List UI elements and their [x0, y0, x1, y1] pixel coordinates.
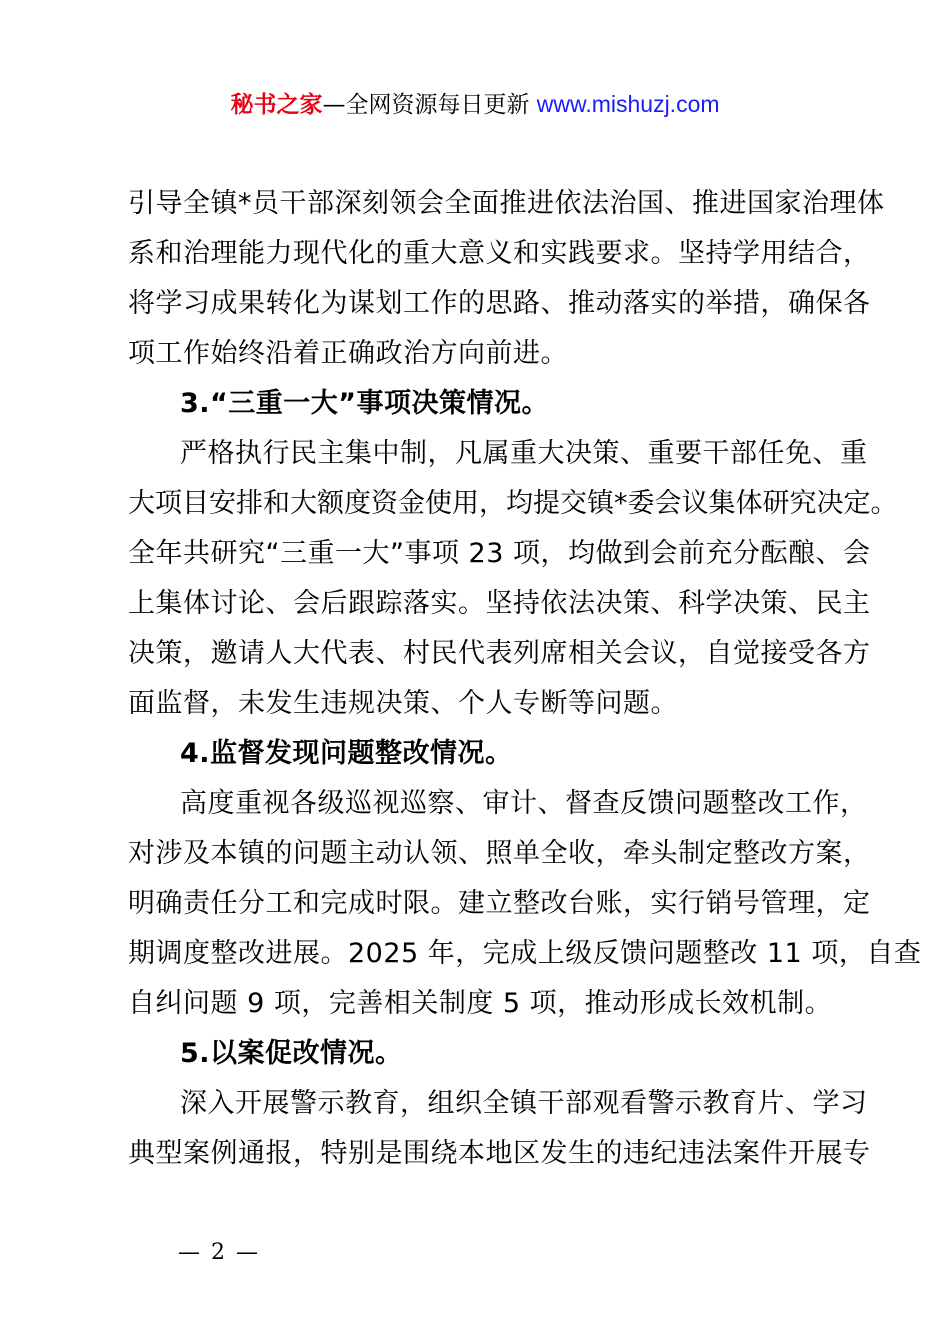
- site-tagline: —全网资源每日更新: [322, 92, 537, 118]
- body-line: 大项目安排和大额度资金使用，均提交镇*委会议集体研究决定。: [128, 488, 898, 519]
- site-url[interactable]: www.mishuzj.com: [536, 91, 720, 117]
- body-line: 自纠问题 9 项，完善相关制度 5 项，推动形成长效机制。: [128, 988, 833, 1019]
- body-line: 明确责任分工和完成时限。建立整改台账，实行销号管理，定: [128, 888, 871, 919]
- body-line: 深入开展警示教育，组织全镇干部观看警示教育片、学习: [180, 1088, 868, 1119]
- body-line: 面监督，未发生违规决策、个人专断等问题。: [128, 688, 678, 719]
- section-heading: 5.以案促改情况。: [180, 1038, 403, 1069]
- body-line: 期调度整改进展。2025 年，完成上级反馈问题整改 11 项，自查: [128, 938, 922, 969]
- section-heading: 4.监督发现问题整改情况。: [180, 738, 513, 769]
- body-line: 典型案例通报，特别是围绕本地区发生的违纪违法案件开展专: [128, 1138, 871, 1169]
- section-heading: 3.“三重一大”事项决策情况。: [180, 388, 550, 419]
- body-line: 对涉及本镇的问题主动认领、照单全收，牵头制定整改方案，: [128, 838, 871, 869]
- body-line: 高度重视各级巡视巡察、审计、督查反馈问题整改工作，: [180, 788, 868, 819]
- document-body: [128, 184, 922, 1184]
- body-line: 决策，邀请人大代表、村民代表列席相关会议，自觉接受各方: [128, 638, 871, 669]
- body-line: 严格执行民主集中制，凡属重大决策、重要干部任免、重: [180, 438, 868, 469]
- body-line: 全年共研究“三重一大”事项 23 项，均做到会前充分酝酿、会: [128, 538, 871, 569]
- site-brand: 秘书之家: [230, 92, 323, 118]
- body-line: 引导全镇*员干部深刻领会全面推进依法治国、推进国家治理体: [128, 188, 885, 219]
- body-line: 项工作始终沿着正确政治方向前进。: [128, 338, 568, 369]
- body-line: 上集体讨论、会后跟踪落实。坚持依法决策、科学决策、民主: [128, 588, 871, 619]
- page-number: — 2 —: [178, 1240, 260, 1265]
- body-line: 将学习成果转化为谋划工作的思路、推动落实的举措，确保各: [128, 288, 871, 319]
- body-line: 系和治理能力现代化的重大意义和实践要求。坚持学用结合，: [128, 238, 871, 269]
- site-header: [0, 88, 950, 121]
